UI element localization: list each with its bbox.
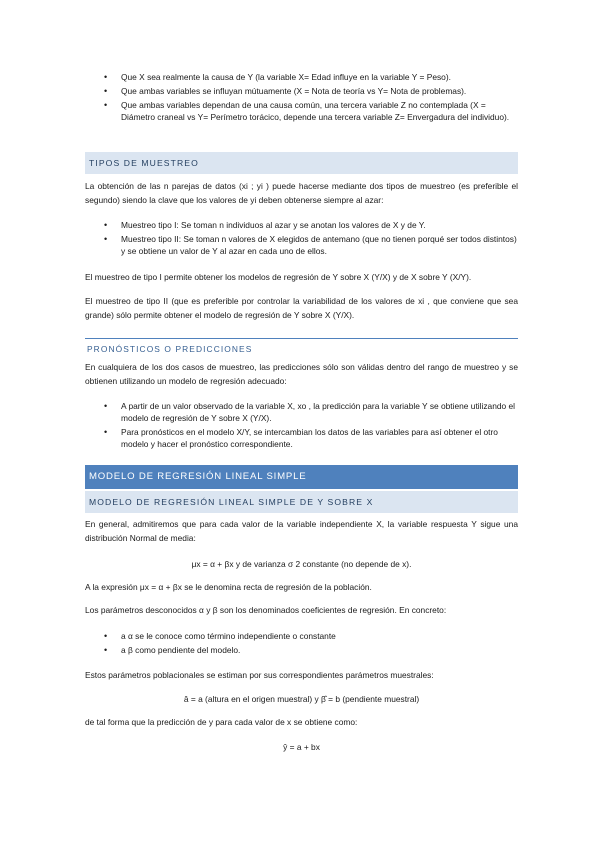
- paragraph-tipo-ii: El muestreo de tipo II (que es preferible por controlar la variabilidad de los valores de xi , que conviene que sea grande) sólo permite obtener el modelo de regresión de Y sobre X (Y/X).: [85, 296, 518, 320]
- list-item: • Para pronósticos en el modelo X/Y, se intercambian los datos de las variables para así obtener el otro modelo y hacer el pronóstico correspondiente.: [102, 426, 518, 450]
- section-heading-pronosticos: PRONÓSTICOS O PREDICCIONES: [87, 344, 253, 354]
- list-item: • Muestreo tipo I: Se toman n individuos al azar y se anotan los valores de X y de Y.: [102, 219, 518, 231]
- paragraph-tipo-i: El muestreo de tipo I permite obtener los modelos de regresión de Y sobre X (Y/X) y de X sobre Y (X/Y).: [85, 272, 472, 282]
- list-item: • Que ambas variables dependan de una causa común, una tercera variable Z no contemplada (X = Diámetro craneal vs Y= Perímetro torácico, depende una tercera variable Z= Envergadura del individuo).: [102, 99, 518, 123]
- coeficientes-bullet-list: [102, 630, 518, 658]
- list-item: • Que ambas variables se influyan mútuamente (X = Nota de teoría vs Y= Nota de problemas).: [102, 85, 518, 97]
- paragraph-prediccion: de tal forma que la predicción de y para cada valor de x se obtiene como:: [85, 717, 358, 727]
- causality-bullet-list: [102, 71, 518, 125]
- paragraph-recta-regresion: A la expresión μx = α + βx se le denomina recta de regresión de la población.: [85, 582, 372, 592]
- paragraph-modelo-intro: En general, admitiremos que para cada valor de la variable independiente X, la variable respuesta Y sigue una distribución Normal de media:: [85, 519, 518, 543]
- list-item: • a α se le conoce como término independiente o constante: [102, 630, 518, 642]
- muestreo-bullet-list: [102, 219, 518, 259]
- section-divider: [85, 338, 518, 339]
- paragraph-coeficientes: Los parámetros desconocidos α y β son los denominados coeficientes de regresión. En concreto:: [85, 605, 447, 615]
- chapter-heading-modelo-regresion: MODELO DE REGRESIÓN LINEAL SIMPLE: [85, 465, 518, 489]
- paragraph-pronosticos-intro: En cualquiera de los dos casos de muestreo, las predicciones sólo son válidas dentro del rango de muestreo y se obtienen utilizando un modelo de regresión adecuado:: [85, 362, 518, 386]
- paragraph-tipos-intro: La obtención de las n parejas de datos (xi ; yi ) puede hacerse mediante dos tipos de muestreo (es preferible el segundo) siendo la clave que los valores de yi deben obtenerse siempre al azar:: [85, 181, 518, 205]
- section-heading-tipos-de-muestreo: TIPOS DE MUESTREO: [85, 152, 518, 174]
- pronosticos-bullet-list: [102, 400, 518, 452]
- paragraph-estimacion: Estos parámetros poblacionales se estiman por sus correspondientes parámetros muestrales:: [85, 670, 434, 680]
- list-item: • A partir de un valor observado de la variable X, xo , la predicción para la variable Y se obtiene utilizando el modelo de regresión de Y sobre X (Y/X).: [102, 400, 518, 424]
- list-item: • Muestreo tipo II: Se toman n valores de X elegidos de antemano (que no tienen porqué ser todos distintos) y se obtiene un valor de Y al azar en cada uno de ellos.: [102, 233, 518, 257]
- equation-media: μx = α + βx y de varianza σ 2 constante (no depende de x).: [191, 559, 412, 569]
- list-item: • a β como pendiente del modelo.: [102, 644, 518, 656]
- equation-estimadores: â = a (altura en el origen muestral) y β̂ = b (pendiente muestral): [183, 694, 420, 704]
- list-item: • Que X sea realmente la causa de Y (la variable X= Edad influye en la variable Y = Peso).: [102, 71, 518, 83]
- equation-recta-estimada: ŷ = a + bx: [283, 742, 320, 752]
- section-heading-modelo-y-sobre-x: MODELO DE REGRESIÓN LINEAL SIMPLE DE Y SOBRE X: [85, 491, 518, 513]
